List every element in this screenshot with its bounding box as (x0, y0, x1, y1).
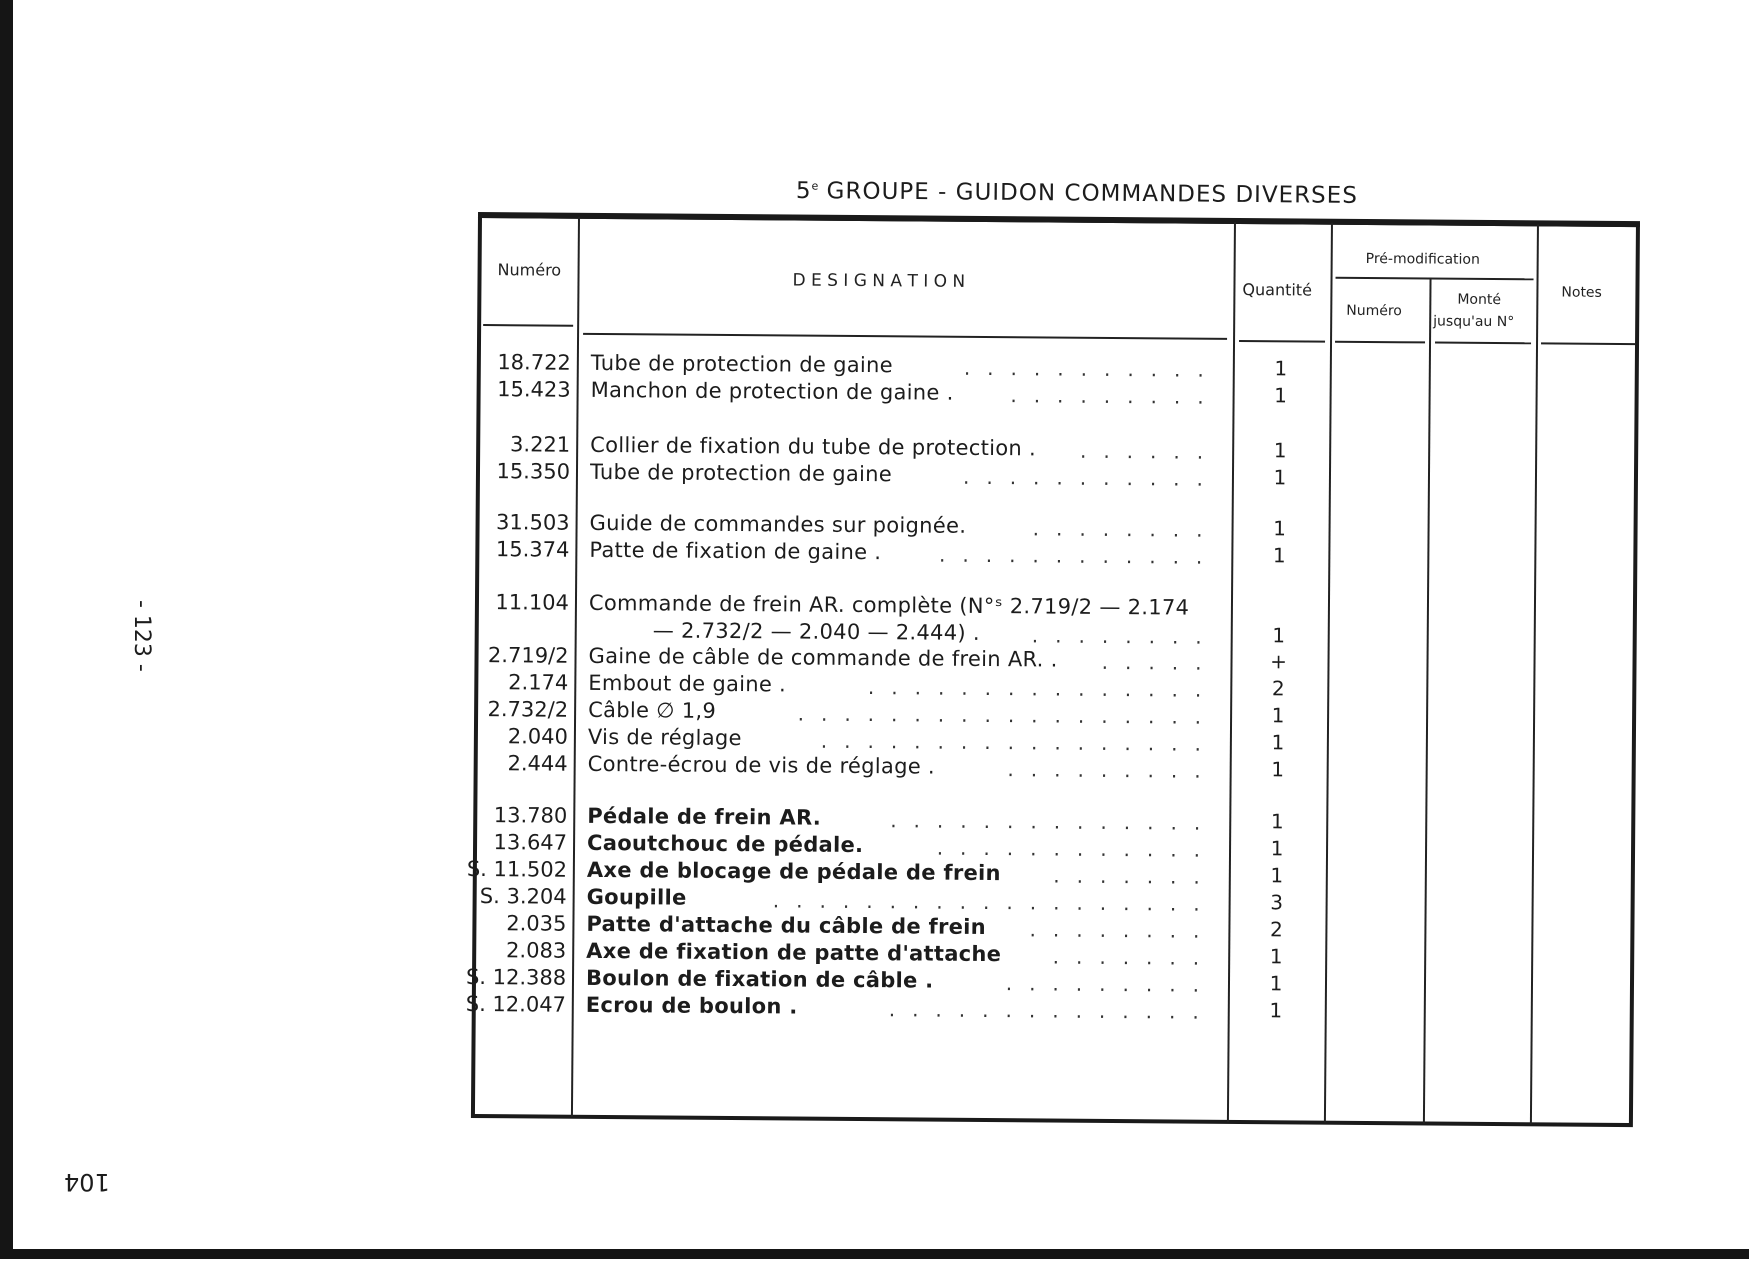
row-numero: 2.719/2 (487, 643, 569, 668)
leader-dots: ........ (1031, 623, 1219, 649)
row-designation: Tube de protection de gaine (590, 350, 893, 378)
leader-dots: ....... (1052, 944, 1217, 970)
leader-dots: .............. (888, 997, 1216, 1024)
row-quantite: 1 (1273, 438, 1287, 463)
row-quantite: 1 (1270, 809, 1284, 834)
row-designation: Patte de fixation de gaine . (589, 537, 882, 565)
row-quantite: 1 (1273, 465, 1287, 490)
row-designation: Collier de fixation du tube de protection . (590, 432, 1037, 461)
row-designation: Caoutchouc de pédale. (586, 830, 864, 858)
row-quantite: 1 (1269, 971, 1283, 996)
row-numero: 15.374 (495, 537, 570, 562)
row-quantite: 1 (1271, 703, 1285, 728)
row-designation: Boulon de fixation de câble . (585, 965, 934, 993)
header-jusquau: jusqu'au N° (1433, 313, 1515, 331)
row-designation: Goupille (586, 884, 687, 910)
leader-dots: ........... (962, 464, 1221, 491)
row-quantite: 1 (1272, 543, 1286, 568)
row-numero: 2.174 (508, 670, 569, 695)
leader-dots: ...... (1079, 438, 1221, 464)
leader-dots: ......... (1005, 971, 1217, 997)
leader-dots: ........... (963, 355, 1221, 382)
row-quantite: 2 (1271, 676, 1285, 701)
header-designation: D E S I G N A T I O N (792, 270, 966, 292)
page-title: 5e GROUPE - GUIDON COMMANDES DIVERSES (795, 178, 1358, 209)
row-numero: 13.780 (493, 803, 568, 828)
row-numero: 3.221 (509, 432, 571, 457)
row-designation: Câble ∅ 1,9 (588, 697, 717, 723)
row-numero: 13.647 (493, 830, 568, 855)
row-quantite: 1 (1271, 757, 1285, 782)
row-designation-continuation: — 2.732/2 — 2.040 — 2.444) . (652, 618, 980, 645)
header-numero: Numéro (497, 260, 562, 280)
row-quantite: 1 (1270, 863, 1284, 888)
row-quantite: 1 (1269, 944, 1283, 969)
header-notes: Notes (1561, 284, 1602, 301)
row-quantite: 2 (1269, 917, 1283, 942)
row-designation: Axe de fixation de patte d'attache (586, 938, 1002, 967)
leader-dots: .................. (797, 701, 1219, 729)
leader-dots: ................... (772, 888, 1217, 916)
row-numero: S. 12.047 (465, 991, 567, 1017)
row-designation: Guide de commandes sur poignée. (589, 510, 967, 538)
leader-dots: .............. (890, 808, 1218, 835)
row-designation: Tube de protection de gaine (589, 459, 893, 487)
header-pre-modification: Pré-modification (1365, 250, 1480, 268)
row-numero: 15.350 (496, 459, 571, 484)
leader-dots: ............ (938, 542, 1220, 569)
row-designation: Patte d'attache du câble de frein (586, 911, 987, 939)
leader-dots: ........ (1032, 516, 1220, 542)
row-designation: Ecrou de boulon . (585, 992, 798, 1019)
row-numero: 11.104 (495, 590, 570, 615)
header-monte: Monté (1457, 291, 1502, 309)
row-numero: 18.722 (497, 350, 571, 375)
leader-dots: ......... (1007, 757, 1218, 783)
row-quantite: 3 (1270, 890, 1284, 915)
row-numero: 2.035 (506, 911, 567, 936)
leader-dots: ............ (936, 835, 1218, 862)
row-quantite: 1 (1270, 836, 1284, 861)
row-numero: 2.040 (507, 724, 569, 749)
row-quantite: 1 (1272, 623, 1286, 648)
leader-dots: ........ (1029, 917, 1217, 943)
row-quantite: 1 (1271, 730, 1285, 755)
row-designation: Manchon de protection de gaine . (590, 377, 954, 405)
header-pre-numero: Numéro (1346, 302, 1402, 320)
row-numero: S. 12.388 (465, 964, 567, 990)
row-numero: 15.423 (497, 377, 571, 402)
row-designation: Contre-écrou de vis de réglage . (587, 751, 936, 779)
row-quantite: 1 (1273, 516, 1287, 541)
side-page-number: - 123 - (129, 600, 154, 672)
row-designation: Axe de blocage de pédale de frein (586, 857, 1001, 886)
row-designation: Embout de gaine . (588, 670, 787, 697)
row-numero: 2.083 (506, 938, 567, 963)
row-numero: S. 3.204 (479, 884, 567, 909)
row-numero: 31.503 (496, 510, 570, 535)
leader-dots: ................. (820, 728, 1218, 756)
leader-dots: ......... (1010, 383, 1221, 409)
header-quantite: Quantité (1242, 279, 1313, 300)
row-designation: Commande de frein AR. complète (N°ˢ 2.719/2 — 2.174 (588, 590, 1190, 620)
leader-dots: ..... (1101, 649, 1219, 675)
row-numero: 2.732/2 (487, 697, 569, 722)
row-numero: 2.444 (507, 751, 568, 776)
row-designation: Vis de réglage (587, 724, 742, 751)
row-quantite: 1 (1274, 356, 1288, 381)
row-quantite: + (1270, 649, 1287, 674)
folio-number: 104 (64, 1168, 110, 1196)
leader-dots: ....... (1053, 863, 1217, 889)
leader-dots: ............... (867, 675, 1219, 702)
row-quantite: 1 (1274, 383, 1288, 408)
row-quantite: 1 (1269, 998, 1283, 1023)
row-designation: Gaine de câble de commande de frein AR. . (588, 643, 1058, 672)
row-numero: S. 11.502 (466, 856, 568, 882)
row-designation: Pédale de frein AR. (587, 803, 822, 830)
